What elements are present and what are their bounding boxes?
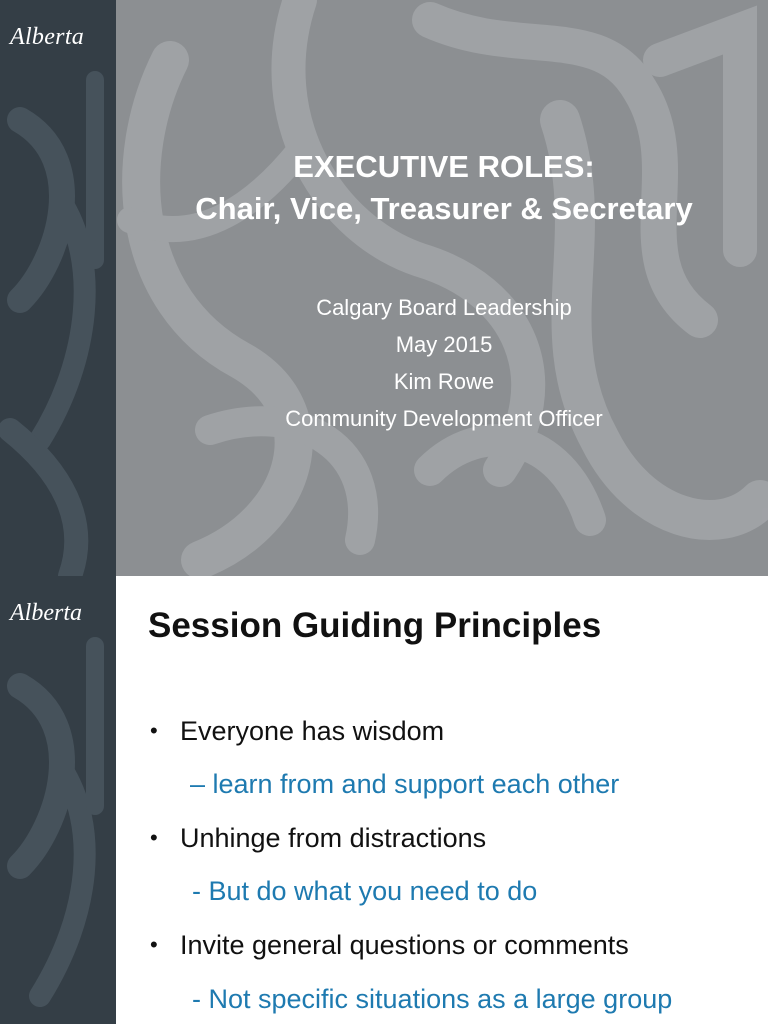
subtitle-line: Kim Rowe bbox=[393, 369, 495, 394]
alberta-logo: Alberta bbox=[10, 600, 82, 626]
slide-subtitle bbox=[120, 289, 768, 437]
sub-point: - Not specific situations as a large group bbox=[192, 984, 673, 1014]
subtitle-line: Calgary Board Leadership bbox=[316, 295, 572, 320]
bullet-glyph: • bbox=[150, 718, 158, 743]
title-line-2: Chair, Vice, Treasurer & Secretary bbox=[195, 191, 693, 226]
alberta-logo: Alberta bbox=[10, 24, 85, 50]
slide-title bbox=[120, 146, 768, 230]
bullet-item bbox=[150, 930, 629, 961]
sidebar-script-pattern bbox=[0, 576, 116, 1024]
sub-point: - But do what you need to do bbox=[192, 876, 538, 906]
bullet-text: Unhinge from distractions bbox=[180, 823, 487, 853]
bullet-text: Everyone has wisdom bbox=[180, 716, 445, 746]
title-line-1: EXECUTIVE ROLES: bbox=[293, 149, 595, 184]
subtitle-line: Community Development Officer bbox=[285, 406, 603, 431]
principles-slide bbox=[0, 576, 768, 1024]
bullet-glyph: • bbox=[150, 932, 158, 957]
sidebar bbox=[0, 576, 116, 1024]
bullet-glyph: • bbox=[150, 825, 158, 850]
sidebar bbox=[0, 0, 116, 576]
bullet-item bbox=[150, 823, 486, 854]
bullet-item bbox=[150, 716, 444, 747]
sub-point: – learn from and support each other bbox=[190, 769, 620, 799]
bullet-text: Invite general questions or comments bbox=[180, 930, 629, 960]
subtitle-line: May 2015 bbox=[395, 332, 493, 357]
sidebar-script-pattern bbox=[0, 0, 116, 576]
slide-heading: Session Guiding Principles bbox=[148, 606, 602, 645]
